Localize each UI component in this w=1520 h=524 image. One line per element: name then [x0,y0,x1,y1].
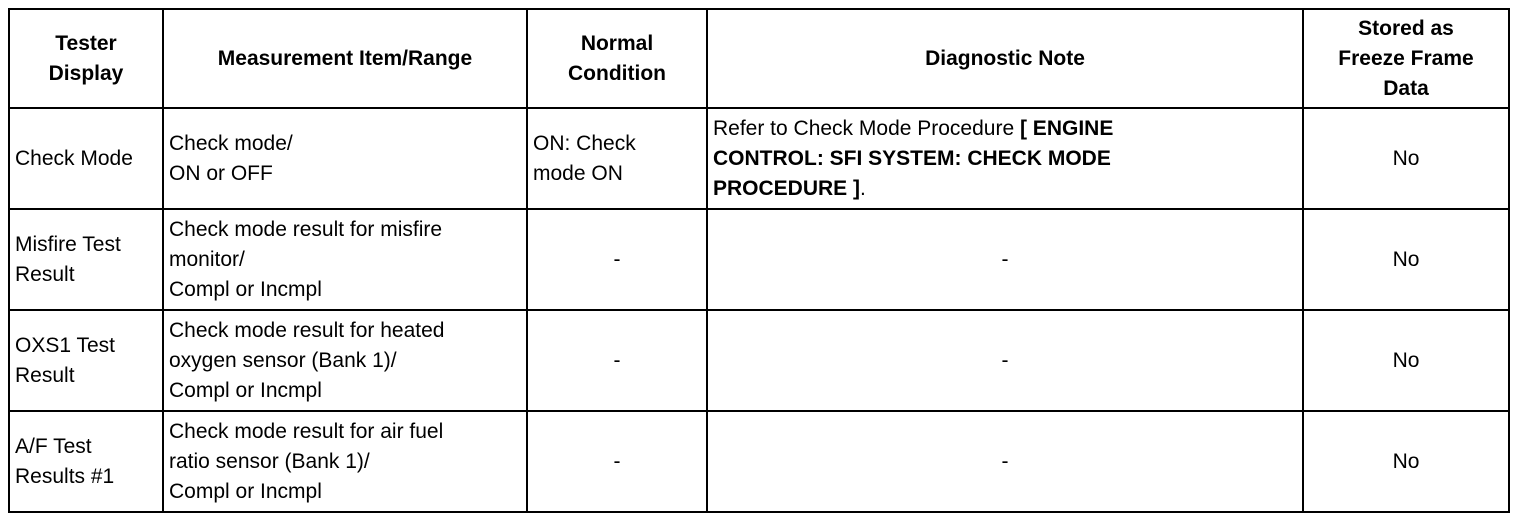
header-row [9,9,1509,108]
header-freeze-frame-data: Stored as Freeze Frame Data [1303,9,1509,108]
normal-condition-cell: - [527,411,707,512]
table-row [9,310,1509,411]
freeze-frame-cell: No [1303,108,1509,209]
diagnostic-note-cell: - [707,310,1303,411]
diagnostic-note-line-1: Refer to Check Mode Procedure [ ENGINE [713,116,1114,140]
diagnostic-note-line-3: PROCEDURE ]. [713,176,866,200]
procedure-link-text: CONTROL: SFI SYSTEM: CHECK MODE [713,146,1111,170]
diagnostic-note-cell: - [707,411,1303,512]
freeze-frame-cell: No [1303,411,1509,512]
tester-display-cell: OXS1 Test Result [9,310,163,411]
table-row [9,411,1509,512]
table-row [9,108,1509,209]
measurement-cell: Check mode/ ON or OFF [163,108,527,209]
normal-condition-cell: ON: Check mode ON [527,108,707,209]
measurement-cell: Check mode result for air fuel ratio sensor (Bank 1)/ Compl or Incmpl [163,411,527,512]
diagnostic-data-table [8,8,1510,513]
diagnostic-note-cell [707,108,1303,209]
tester-display-cell: A/F Test Results #1 [9,411,163,512]
freeze-frame-cell: No [1303,310,1509,411]
diagnostic-note-cell: - [707,209,1303,310]
normal-condition-cell: - [527,310,707,411]
measurement-cell: Check mode result for misfire monitor/ Compl or Incmpl [163,209,527,310]
header-diagnostic-note: Diagnostic Note [707,9,1303,108]
procedure-link-text: PROCEDURE ] [713,176,861,200]
tester-display-cell: Check Mode [9,108,163,209]
freeze-frame-cell: No [1303,209,1509,310]
measurement-cell: Check mode result for heated oxygen sensor (Bank 1)/ Compl or Incmpl [163,310,527,411]
tester-display-cell: Misfire Test Result [9,209,163,310]
header-tester-display: Tester Display [9,9,163,108]
table-row [9,209,1509,310]
procedure-link-text: [ ENGINE [1019,116,1114,140]
normal-condition-cell: - [527,209,707,310]
header-measurement-item-range: Measurement Item/Range [163,9,527,108]
header-normal-condition: Normal Condition [527,9,707,108]
